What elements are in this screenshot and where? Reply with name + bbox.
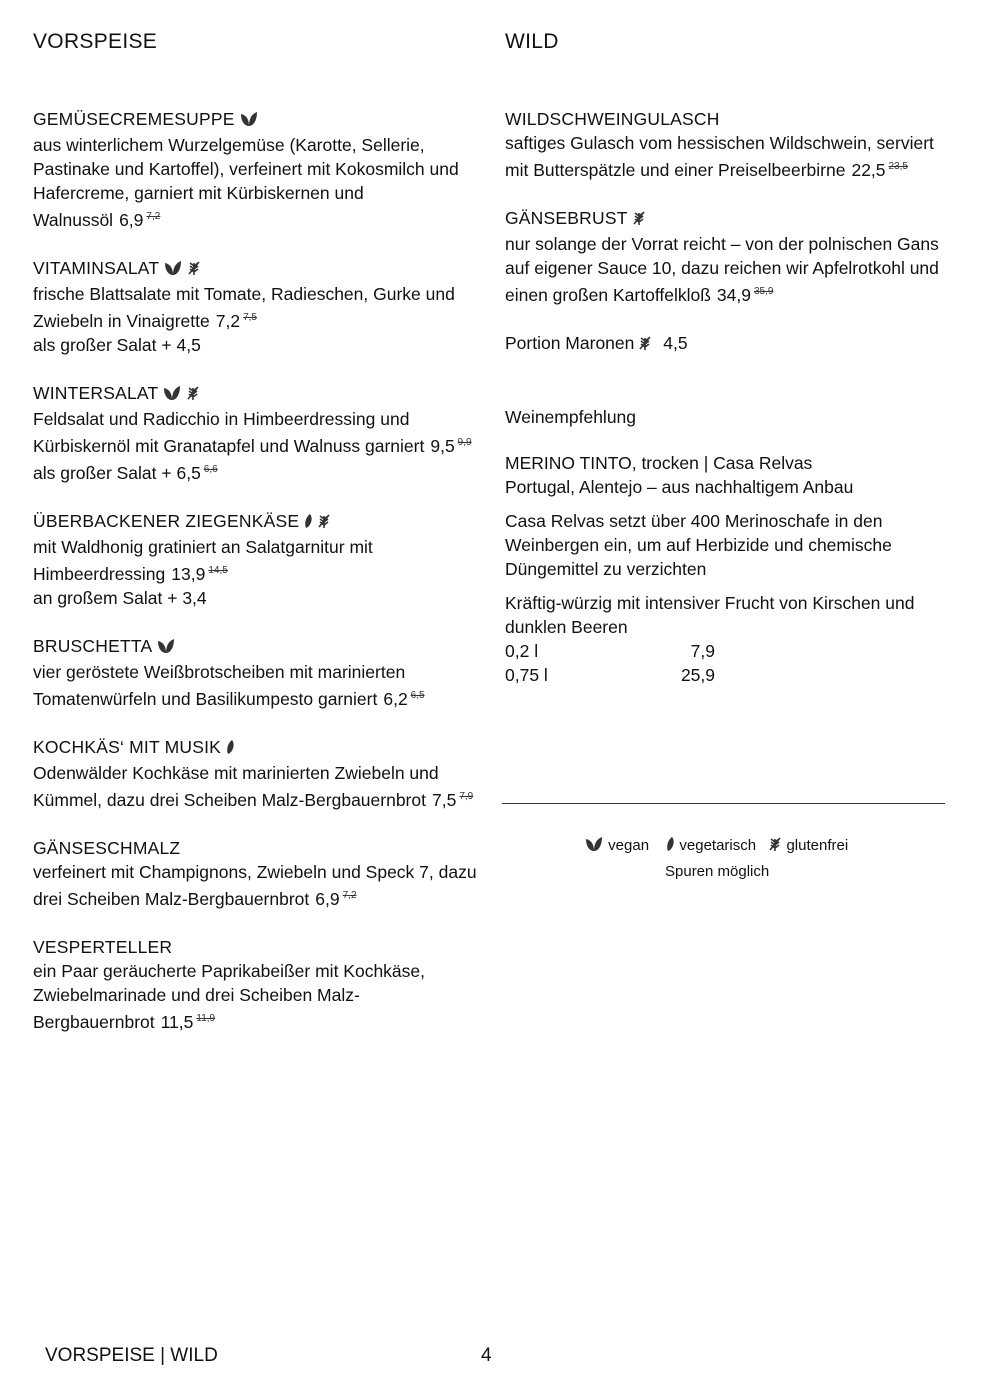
item-description: saftiges Gulasch vom hessischen Wildschwein, serviert mit Butterspätzle und einer Preiselbeerbirne xyxy=(505,133,934,180)
item-description: Feldsalat und Radicchio in Himbeerdressing und Kürbiskernöl mit Granatapfel und Walnuss garniert xyxy=(33,409,425,456)
vegan-icon xyxy=(584,836,604,860)
item-addon xyxy=(33,586,483,610)
item-name-line xyxy=(33,935,483,959)
item-old-price: 7,2 xyxy=(342,890,357,901)
footer-section: VORSPEISE | WILD xyxy=(45,1345,218,1366)
item-name-line xyxy=(33,735,483,761)
wine-origin: Portugal, Alentejo – aus nachhaltigem Anbau xyxy=(505,477,854,497)
wine-heading: Weinempfehlung xyxy=(505,407,637,427)
wine-size-price: 7,9 xyxy=(690,641,715,661)
item-name: WILDSCHWEINGULASCH xyxy=(505,109,720,129)
item-name: GEMÜSECREMESUPPE xyxy=(33,109,235,129)
item-name: ÜBERBACKENER ZIEGENKÄSE xyxy=(33,511,300,531)
legend-glutenfree: glutenfrei xyxy=(786,837,849,854)
item-price: 6,9 xyxy=(315,889,340,909)
menu-item xyxy=(33,836,483,911)
item-name-line xyxy=(505,206,955,232)
item-addon xyxy=(33,458,483,485)
legend-note: Spuren möglich xyxy=(665,863,770,880)
extra-label: Portion Maronen xyxy=(505,333,635,353)
wine-size: 0,75 l xyxy=(505,665,548,685)
glutenfree-icon xyxy=(317,511,331,535)
item-price: 7,2 xyxy=(215,311,241,331)
wine-size-price: 25,9 xyxy=(680,665,715,685)
item-old-price: 7,9 xyxy=(459,791,474,802)
item-description: mit Waldhonig gratiniert an Salatgarnitur mit Himbeerdressing xyxy=(33,537,373,584)
item-price: 22,5 xyxy=(851,160,886,180)
item-name: GÄNSESCHMALZ xyxy=(33,838,181,858)
item-old-price: 23,5 xyxy=(888,161,908,172)
item-name-line xyxy=(33,381,483,407)
item-name-line xyxy=(505,107,955,131)
page-number: 4 xyxy=(481,1345,492,1366)
menu-item xyxy=(33,735,483,812)
menu-item xyxy=(33,935,483,1034)
glutenfree-icon xyxy=(187,258,201,282)
item-description: aus winterlichem Wurzelgemüse (Karotte, Sellerie, Pastinake und Kartoffel), verfeinert mit Kokosmilch und Hafercreme, garniert mit Kürbiskernen und Walnussöl xyxy=(33,135,459,230)
divider-line xyxy=(502,803,945,804)
item-description: vier geröstete Weißbrotscheiben mit marinierten Tomatenwürfeln und Basilikumpesto garniert xyxy=(33,662,406,709)
vorspeise-list xyxy=(33,107,483,1058)
wine-name-origin xyxy=(505,451,955,499)
wine-recommendation xyxy=(505,405,955,687)
vegetarian-icon xyxy=(303,511,313,535)
item-price: 6,9 xyxy=(119,210,144,230)
item-addon-text: als großer Salat + 4,5 xyxy=(33,335,201,355)
item-price: 13,9 xyxy=(171,564,206,584)
item-name-line xyxy=(33,509,483,535)
diet-legend xyxy=(580,834,900,884)
wine-name: MERINO TINTO, trocken | Casa Relvas xyxy=(505,453,813,473)
glutenfree-icon xyxy=(186,383,200,407)
item-price: 11,5 xyxy=(160,1012,194,1032)
item-old-price: 6,5 xyxy=(410,690,425,701)
item-price: 9,5 xyxy=(430,436,455,456)
item-description: ein Paar geräucherte Paprikabeißer mit Kochkäse, Zwiebelmarinade und drei Scheiben Malz-Bergbauernbrot xyxy=(33,961,426,1032)
item-old-price: 14,5 xyxy=(208,565,228,576)
item-name-line xyxy=(33,836,483,860)
item-name-line xyxy=(33,256,483,282)
item-old-price: 9,9 xyxy=(457,437,472,448)
extra-item xyxy=(505,331,955,357)
item-name: GÄNSEBRUST xyxy=(505,208,628,228)
wine-story: Casa Relvas setzt über 400 Merinoschafe in den Weinbergen ein, um auf Herbizide und chemische Düngemittel zu verzichten xyxy=(505,511,892,579)
item-addon-old-price: 6,6 xyxy=(203,464,218,475)
vegan-icon xyxy=(156,636,176,660)
wine-taste: Kräftig-würzig mit intensiver Frucht von Kirschen und dunklen Beeren xyxy=(505,593,915,637)
section-title-vorspeise: VORSPEISE xyxy=(33,30,158,53)
item-addon xyxy=(33,333,483,357)
item-description: Odenwälder Kochkäse mit marinierten Zwiebeln und Kümmel, dazu drei Scheiben Malz-Bergbauernbrot xyxy=(33,763,439,810)
item-name: VITAMINSALAT xyxy=(33,258,160,278)
wine-sizes xyxy=(505,639,955,687)
vegan-icon xyxy=(162,383,182,407)
menu-item xyxy=(33,381,483,485)
item-description: nur solange der Vorrat reicht – von der polnischen Gans auf eigener Sauce 10, dazu reichen wir Apfelrotkohl und einen großen Kartoffelkloß xyxy=(505,234,939,305)
vegetarian-icon xyxy=(665,836,675,860)
item-old-price: 7,2 xyxy=(146,211,161,222)
item-price: 7,5 xyxy=(431,790,457,810)
menu-item xyxy=(33,634,483,711)
glutenfree-icon xyxy=(632,208,646,232)
item-name: WINTERSALAT xyxy=(33,383,159,403)
item-old-price: 35,9 xyxy=(753,286,774,297)
item-name-line xyxy=(33,634,483,660)
legend-vegetarian: vegetarisch xyxy=(679,837,757,854)
item-description: verfeinert mit Champignons, Zwiebeln und Speck 7, dazu drei Scheiben Malz-Bergbauernbrot xyxy=(33,862,477,909)
menu-item xyxy=(505,206,955,307)
menu-item xyxy=(33,509,483,610)
legend-vegan: vegan xyxy=(608,837,650,854)
item-name-line xyxy=(33,107,483,133)
vegetarian-icon xyxy=(225,737,235,761)
item-addon-text: als großer Salat + 6,5 xyxy=(33,463,201,483)
extra-price: 4,5 xyxy=(663,333,688,353)
menu-item xyxy=(505,107,955,182)
item-name: BRUSCHETTA xyxy=(33,636,153,656)
item-addon-text: an großem Salat + 3,4 xyxy=(33,588,207,608)
glutenfree-icon xyxy=(768,836,782,860)
item-price: 34,9 xyxy=(716,285,751,305)
menu-item xyxy=(33,107,483,232)
glutenfree-icon xyxy=(638,333,652,357)
section-title-wild: WILD xyxy=(505,30,559,53)
item-name: VESPERTELLER xyxy=(33,937,173,957)
item-description: frische Blattsalate mit Tomate, Radieschen, Gurke und Zwiebeln in Vinaigrette xyxy=(33,284,455,331)
item-name: KOCHKÄS‘ MIT MUSIK xyxy=(33,737,222,757)
vegan-icon xyxy=(163,258,183,282)
item-old-price: 7,5 xyxy=(243,312,257,323)
wild-list xyxy=(505,107,955,687)
wine-size: 0,2 l xyxy=(505,641,539,661)
vegan-icon xyxy=(239,109,259,133)
item-old-price: 11,9 xyxy=(196,1013,216,1024)
menu-item xyxy=(33,256,483,357)
item-price: 6,2 xyxy=(383,689,408,709)
